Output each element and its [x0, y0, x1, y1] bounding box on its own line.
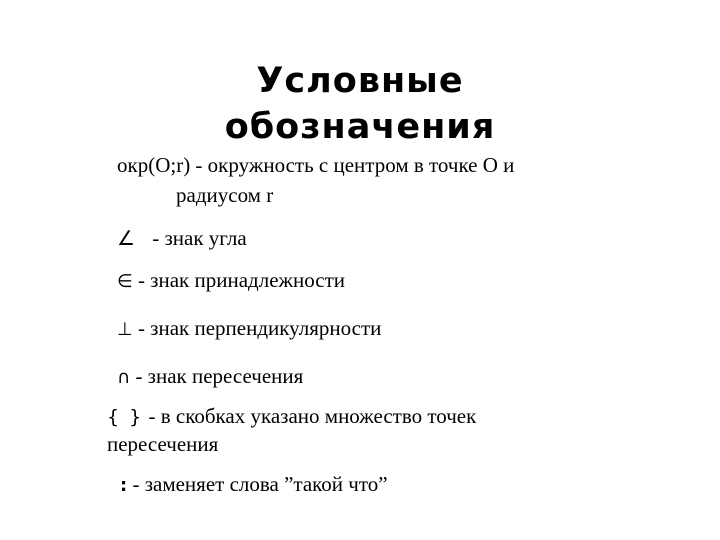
such-that-notation-text: - заменяет слова ”такой что”	[127, 472, 388, 496]
braces-icon: { }	[107, 406, 144, 428]
circle-notation-continuation	[176, 183, 273, 208]
element-of-icon: ∈	[117, 271, 133, 292]
perpendicular-notation-text: - знак перпендикулярности	[132, 316, 382, 340]
perpendicular-icon: ⊥	[117, 319, 133, 340]
circle-notation-text: окр(О;r) - окружность с центром в точке О и	[117, 153, 515, 177]
angle-notation-line	[117, 226, 247, 251]
title-line-1: Условные	[256, 61, 464, 101]
braces-notation-text: - в скобках указано множество точек	[143, 404, 477, 428]
braces-notation-line	[107, 404, 476, 430]
page-title	[0, 58, 720, 150]
membership-notation-line	[117, 268, 345, 294]
intersection-icon: ∩	[117, 367, 131, 388]
membership-notation-text: - знак принадлежности	[132, 268, 346, 292]
colon-icon: :	[120, 475, 128, 496]
braces-notation-continuation	[107, 432, 218, 457]
intersection-notation-text: - знак пересечения	[130, 364, 304, 388]
circle-notation-line	[117, 153, 514, 178]
circle-notation-text-cont: радиусом r	[176, 183, 274, 207]
intersection-notation-line	[117, 364, 303, 390]
angle-notation-text: - знак угла	[147, 226, 247, 250]
title-line-2: обозначения	[224, 107, 496, 147]
braces-notation-text-cont: пересечения	[107, 432, 219, 456]
angle-icon: ∠	[117, 226, 135, 250]
such-that-notation-line	[120, 472, 388, 498]
perpendicular-notation-line	[117, 316, 381, 342]
